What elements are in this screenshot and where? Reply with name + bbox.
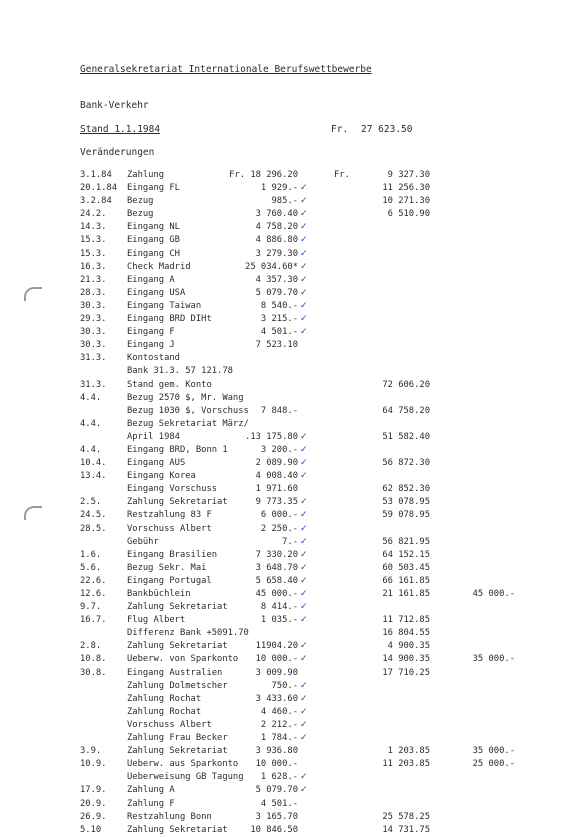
entry-date: 31.3. [80, 353, 107, 364]
entry-balance: 62 852.30 [382, 484, 430, 495]
entry-amount: 5 658.40 [255, 575, 298, 586]
entry-date: 28.5. [80, 523, 107, 534]
entry-balance: 56 821.95 [382, 536, 430, 547]
entry-amount: 1 929.- [260, 183, 298, 194]
entry-description: Zahlung Sekretariat [127, 602, 228, 613]
entry-description: Ueberw. von Sparkonto [127, 654, 239, 665]
entry-date: 4.4. [80, 418, 102, 429]
entry-balance: 64 758.20 [382, 405, 430, 416]
entry-amount: 11904.20 [255, 641, 298, 652]
entry-date: 15.3. [80, 248, 107, 259]
entry-date: 29.3. [80, 314, 107, 325]
ledger-row [0, 365, 569, 378]
ledger-row [0, 195, 569, 208]
entry-description: Ueberweisung GB Tagung [127, 772, 244, 783]
entry-date: 26.9. [80, 811, 107, 822]
ledger-row [0, 549, 569, 562]
entry-description: Bezug Sekretariat März/ [127, 418, 249, 429]
entry-amount: 750.- [271, 680, 298, 691]
entry-description: Zahlung [127, 170, 165, 180]
check-mark: ✓ [300, 431, 308, 442]
entry-amount: 1 784.- [260, 733, 298, 744]
savings-balance: 35 000.- [472, 654, 515, 665]
entry-description: Gebühr [127, 536, 159, 547]
entry-date: 21.3. [80, 274, 107, 285]
entry-description: Ueberw. aus Sparkonto [127, 759, 239, 770]
check-mark: ✓ [300, 209, 308, 220]
opening-balance-value: 27 623.50 [361, 124, 413, 135]
ledger-row [0, 784, 569, 797]
entry-description: Check Madrid [127, 261, 191, 272]
entry-description: Bank 31.3. 57 121.78 [127, 366, 233, 377]
entry-balance: 21 161.85 [382, 589, 430, 599]
entry-amount: 7 330.20 [255, 549, 298, 560]
entry-amount: 3 433.60 [255, 693, 298, 704]
entry-balance: 4 900.35 [387, 641, 430, 652]
entry-date: 5.10 [80, 824, 102, 835]
entry-date: 30.3. [80, 327, 107, 338]
ledger-row [0, 444, 569, 457]
entry-description: April 1984 [127, 431, 180, 442]
entry-amount: 1 628.- [260, 772, 298, 783]
check-mark: ✓ [300, 641, 308, 652]
savings-balance: 25 000.- [472, 759, 515, 770]
ledger-row [0, 483, 569, 496]
entry-description: Eingang Australien [127, 667, 223, 678]
check-mark: ✓ [300, 314, 308, 325]
entry-description: Bezug [127, 196, 154, 207]
entry-amount: 2 212.- [260, 719, 298, 730]
entry-date: 20.1.84 [80, 183, 118, 194]
check-mark: ✓ [300, 693, 308, 704]
entry-description: Zahlung Sekretariat [127, 497, 228, 508]
entry-balance: 64 152.15 [382, 549, 430, 560]
changes-heading: Veränderungen [80, 147, 155, 158]
entry-amount: 3 760.40 [255, 209, 298, 220]
entry-balance: 6 510.90 [387, 209, 430, 220]
entry-amount: 7.- [282, 536, 298, 547]
entry-amount: 1 035.- [260, 615, 298, 626]
entry-description: Eingang BRD, Bonn 1 [127, 444, 228, 455]
check-mark: ✓ [300, 300, 308, 311]
ledger-row [0, 169, 569, 182]
entry-date: 10.8. [80, 654, 107, 665]
entry-description: Differenz Bank +5091.70 [127, 628, 249, 639]
entry-description: Eingang USA [127, 287, 186, 298]
ledger-row [0, 745, 569, 758]
entry-date: 30.3. [80, 300, 107, 311]
entry-amount: 25 034.60* [245, 261, 298, 272]
entry-balance: 14 900.35 [382, 654, 430, 665]
entry-description: Zahlung Rochat [127, 693, 202, 704]
document-title: Generalsekretariat Internationale Berufswettbewerbe [80, 64, 372, 75]
check-mark: ✓ [300, 287, 308, 298]
ledger-row [0, 470, 569, 483]
entry-date: 16.7. [80, 615, 107, 626]
ledger-row [0, 208, 569, 221]
entry-description: Eingang Taiwan [127, 300, 202, 311]
entry-amount: 4 501.- [260, 327, 298, 338]
ledger-entries [0, 169, 569, 837]
entry-description: Vorschuss Albert [127, 719, 212, 730]
entry-amount: 3 165.70 [255, 811, 298, 822]
entry-description: Eingang BRD DIHt [127, 314, 212, 325]
ledger-row [0, 640, 569, 653]
check-mark: ✓ [300, 615, 308, 626]
entry-description: Stand gem. Konto [127, 379, 212, 390]
ledger-row [0, 653, 569, 666]
entry-date: 10.4. [80, 458, 107, 469]
ledger-row [0, 182, 569, 195]
entry-date: 2.8. [80, 641, 102, 652]
ledger-row [0, 706, 569, 719]
entry-amount: 4 008.40 [255, 471, 298, 482]
check-mark: ✓ [300, 471, 308, 482]
entry-amount: Fr. 18 296.20 [229, 170, 298, 180]
ledger-row [0, 719, 569, 732]
entry-description: Flug Albert [127, 615, 186, 626]
entry-balance: 72 606.20 [382, 379, 430, 390]
entry-description: Restzahlung Bonn [127, 811, 212, 822]
entry-date: 14.3. [80, 222, 107, 233]
entry-amount: 985.- [271, 196, 298, 207]
entry-description: Eingang F [127, 327, 175, 338]
entry-description: Zahlung Dolmetscher [127, 680, 228, 691]
entry-amount: 10 000.- [255, 759, 298, 770]
entry-description: Eingang GB [127, 235, 180, 246]
ledger-row [0, 811, 569, 824]
entry-description: Zahlung Sekretariat [127, 824, 228, 835]
entry-date: 4.4. [80, 444, 102, 455]
ledger-row [0, 824, 569, 837]
ledger-row [0, 509, 569, 522]
check-mark: ✓ [300, 444, 308, 455]
check-mark: ✓ [300, 248, 308, 259]
entry-description: Eingang CH [127, 248, 180, 259]
entry-amount: 4 501.- [260, 798, 298, 809]
entry-description: Eingang Vorschuss [127, 484, 218, 495]
entry-description: Eingang Brasilien [127, 549, 218, 560]
entry-amount: 2 089.90 [255, 458, 298, 469]
check-mark: ✓ [300, 785, 308, 796]
entry-amount: 4 758.20 [255, 222, 298, 233]
section-heading: Bank-Verkehr [80, 100, 149, 111]
ledger-row [0, 536, 569, 549]
entry-amount: 4 357.30 [255, 274, 298, 285]
entry-date: 24.2. [80, 209, 107, 220]
check-mark: ✓ [300, 274, 308, 285]
entry-balance: 17 710.25 [382, 667, 430, 678]
entry-amount: 3 936.80 [255, 746, 298, 757]
entry-date: 3.2.84 [80, 196, 112, 207]
ledger-row [0, 287, 569, 300]
entry-amount: 45 000.- [255, 589, 298, 599]
check-mark: ✓ [300, 235, 308, 246]
entry-description: Eingang NL [127, 222, 180, 233]
ledger-row [0, 614, 569, 627]
check-mark: ✓ [300, 772, 308, 783]
ledger-row [0, 667, 569, 680]
ledger-row [0, 418, 569, 431]
ledger-row [0, 431, 569, 444]
entry-date: 10.9. [80, 759, 107, 770]
ledger-row [0, 693, 569, 706]
entry-description: Zahlung F [127, 798, 175, 809]
ledger-row [0, 771, 569, 784]
ledger-row [0, 300, 569, 313]
entry-amount: 3 009.90 [255, 667, 298, 678]
ledger-row [0, 392, 569, 405]
entry-amount: 3 648.70 [255, 562, 298, 573]
ledger-row [0, 588, 569, 601]
check-mark: ✓ [300, 706, 308, 717]
entry-description: Bankbüchlein [127, 589, 191, 599]
entry-amount: 5 079.70 [255, 287, 298, 298]
entry-date: 31.3. [80, 379, 107, 390]
ledger-row [0, 248, 569, 261]
entry-balance: 25 578.25 [382, 811, 430, 822]
entry-description: Eingang AUS [127, 458, 186, 469]
ledger-row [0, 313, 569, 326]
ledger-row [0, 523, 569, 536]
entry-balance: 11 256.30 [382, 183, 430, 194]
ledger-row [0, 758, 569, 771]
entry-balance: 56 872.30 [382, 458, 430, 469]
check-mark: ✓ [300, 719, 308, 730]
entry-amount: 9 773.35 [255, 497, 298, 508]
ledger-row [0, 274, 569, 287]
check-mark: ✓ [300, 510, 308, 521]
entry-date: 3.9. [80, 746, 102, 757]
entry-date: 4.4. [80, 392, 102, 403]
entry-balance: 51 582.40 [382, 431, 430, 442]
check-mark: ✓ [300, 733, 308, 744]
opening-balance-currency: Fr. [331, 124, 349, 135]
entry-balance: 59 078.95 [382, 510, 430, 521]
entry-description: Bezug [127, 209, 154, 220]
check-mark: ✓ [300, 589, 308, 599]
entry-description: Zahlung Rochat [127, 706, 202, 717]
savings-balance: 45 000.- [472, 589, 515, 599]
check-mark: ✓ [300, 327, 308, 338]
entry-amount: 1 971.60 [255, 484, 298, 495]
entry-date: 30.3. [80, 340, 107, 351]
entry-amount: 3 215.- [260, 314, 298, 325]
entry-balance: 60 503.45 [382, 562, 430, 573]
ledger-row [0, 379, 569, 392]
ledger-row [0, 575, 569, 588]
entry-date: 15.3. [80, 235, 107, 246]
entry-date: 5.6. [80, 562, 102, 573]
check-mark: ✓ [300, 602, 308, 613]
entry-date: 28.3. [80, 287, 107, 298]
entry-amount: 5 079.70 [255, 785, 298, 796]
entry-description: Eingang FL [127, 183, 180, 194]
check-mark: ✓ [300, 680, 308, 691]
entry-description: Bezug 2570 $, Mr. Wang [127, 392, 244, 403]
ledger-row [0, 732, 569, 745]
ledger-row [0, 457, 569, 470]
ledger-row [0, 562, 569, 575]
entry-amount: 10 846.50 [250, 824, 298, 835]
entry-balance: 1 203.85 [387, 746, 430, 757]
entry-date: 17.9. [80, 785, 107, 796]
ledger-row [0, 352, 569, 365]
entry-amount: 7 848.- [260, 405, 298, 416]
entry-balance: 11 203.85 [382, 759, 430, 770]
entry-description: Zahlung A [127, 785, 175, 796]
opening-balance-label: Stand 1.1.1984 [80, 124, 161, 135]
savings-balance: 35 000.- [472, 746, 515, 757]
entry-amount: 8 540.- [260, 300, 298, 311]
entry-balance: 53 078.95 [382, 497, 430, 508]
check-mark: ✓ [300, 458, 308, 469]
entry-date: 22.6. [80, 575, 107, 586]
entry-date: 20.9. [80, 798, 107, 809]
check-mark: ✓ [300, 261, 308, 272]
entry-description: Vorschuss Albert [127, 523, 212, 534]
entry-date: 16.3. [80, 261, 107, 272]
ledger-row [0, 234, 569, 247]
entry-amount: .13 175.80 [245, 431, 298, 442]
entry-balance: 10 271.30 [382, 196, 430, 207]
entry-amount: 6 000.- [260, 510, 298, 521]
ledger-row [0, 339, 569, 352]
entry-amount: 4 460.- [260, 706, 298, 717]
entry-amount: 7 523.10 [255, 340, 298, 351]
entry-description: Eingang Portugal [127, 575, 212, 586]
entry-amount: 8 414.- [260, 602, 298, 613]
entry-date: 2.5. [80, 497, 102, 508]
entry-balance: 66 161.85 [382, 575, 430, 586]
entry-date: 13.4. [80, 471, 107, 482]
check-mark: ✓ [300, 562, 308, 573]
ledger-row [0, 601, 569, 614]
entry-description: Restzahlung 83 F [127, 510, 212, 521]
ledger-row [0, 261, 569, 274]
entry-amount: 2 250.- [260, 523, 298, 534]
check-mark: ✓ [300, 183, 308, 194]
entry-balance: 16 804.55 [382, 628, 430, 639]
entry-amount: 3 200.- [260, 444, 298, 455]
ledger-row [0, 496, 569, 509]
ledger-row [0, 798, 569, 811]
entry-description: Zahlung Frau Becker [127, 733, 228, 744]
entry-balance: 11 712.85 [382, 615, 430, 626]
entry-description: Zahlung Sekretariat [127, 746, 228, 757]
entry-date: 12.6. [80, 589, 107, 599]
entry-description: Bezug Sekr. Mai [127, 562, 207, 573]
check-mark: ✓ [300, 222, 308, 233]
entry-description: Eingang J [127, 340, 175, 351]
entry-balance: 14 731.75 [382, 824, 430, 835]
check-mark: ✓ [300, 523, 308, 534]
ledger-row [0, 405, 569, 418]
entry-description: Kontostand [127, 353, 180, 364]
check-mark: ✓ [300, 497, 308, 508]
entry-date: 3.1.84 [80, 170, 112, 180]
check-mark: ✓ [300, 575, 308, 586]
entry-amount: 4 886.80 [255, 235, 298, 246]
ledger-row [0, 680, 569, 693]
entry-date: 9.7. [80, 602, 102, 613]
entry-amount: 3 279.30 [255, 248, 298, 259]
currency-label: Fr. [334, 170, 350, 180]
entry-balance: 9 327.30 [387, 170, 430, 180]
entry-description: Bezug 1030 $, Vorschuss [127, 405, 249, 416]
entry-date: 30.8. [80, 667, 107, 678]
entry-description: Eingang A [127, 274, 175, 285]
check-mark: ✓ [300, 549, 308, 560]
check-mark: ✓ [300, 536, 308, 547]
entry-date: 24.5. [80, 510, 107, 521]
check-mark: ✓ [300, 196, 308, 207]
ledger-row [0, 326, 569, 339]
ledger-row [0, 627, 569, 640]
check-mark: ✓ [300, 654, 308, 665]
entry-amount: 10 000.- [255, 654, 298, 665]
entry-description: Eingang Korea [127, 471, 196, 482]
entry-description: Zahlung Sekretariat [127, 641, 228, 652]
ledger-row [0, 221, 569, 234]
entry-date: 1.6. [80, 549, 102, 560]
